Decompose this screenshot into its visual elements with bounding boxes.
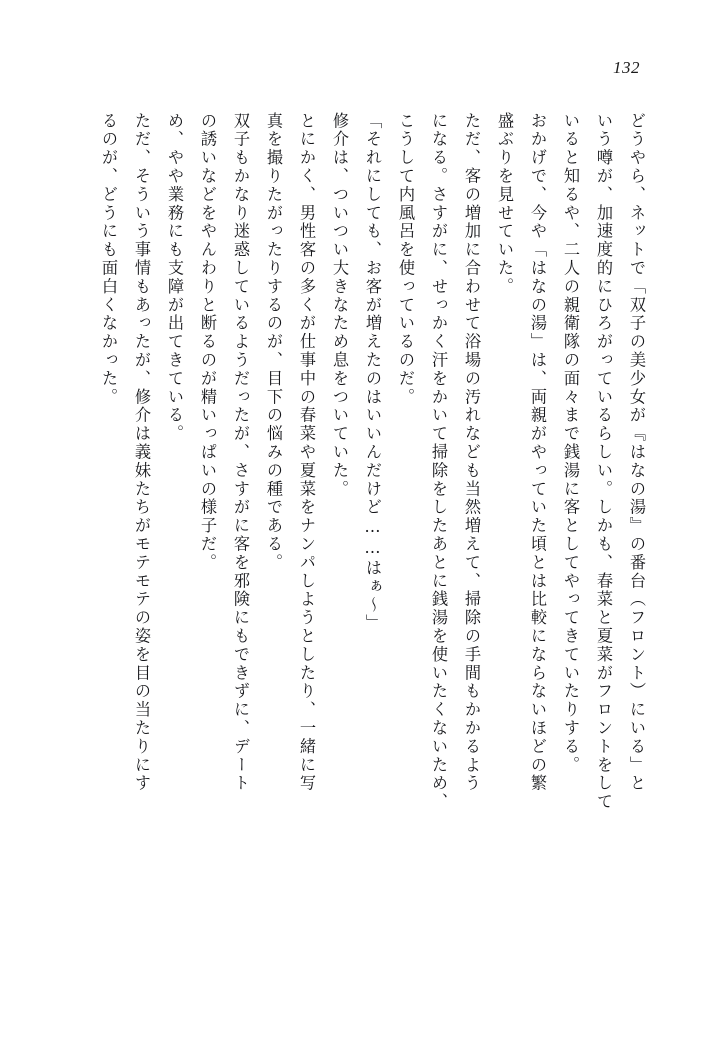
text-line: おかげで、今や「はなの湯」は、両親がやっていた頃とは比較にならないほどの繁 xyxy=(528,112,547,793)
text-line: め、やや業務にも支障が出てきている。 xyxy=(165,112,184,444)
text-line: 盛ぶりを見せていた。 xyxy=(495,112,514,296)
text-line: になる。さすがに、せっかく汗をかいて掃除をしたあとに銭湯を使いたくないため、 xyxy=(429,112,448,812)
text-line: とにかく、男性客の多くが仕事中の春菜や夏菜をナンパしようとしたり、一緒に写 xyxy=(297,112,316,793)
text-line: るのが、どうにも面白くなかった。 xyxy=(99,112,118,407)
text-line: ただ、そういう事情もあったが、修介は義妹たちがモテモテの姿を目の当たりにす xyxy=(132,112,151,793)
text-line: 双子もかなり迷惑しているようだったが、さすがに客を邪険にもできずに、デート xyxy=(231,112,250,793)
text-line: ただ、客の増加に合わせて浴場の汚れなども当然増えて、掃除の手間もかかるよう xyxy=(462,112,481,793)
text-line: 真を撮りたがったりするのが、目下の悩みの種である。 xyxy=(264,112,283,572)
text-line: どうやら、ネットで「双子の美少女が『はなの湯』の番台（フロント）にいる」と xyxy=(627,112,646,793)
vertical-text-body xyxy=(74,112,644,992)
text-line: 「それにしても、お客が増えたのはいいんだけど……はぁ～」 xyxy=(363,112,382,633)
text-line: の誘いなどをやんわりと断るのが精いっぱいの様子だ。 xyxy=(198,112,217,572)
text-line: いう噂が、加速度的にひろがっているらしい。しかも、春菜と夏菜がフロントをして xyxy=(594,112,613,812)
text-line: いると知るや、二人の親衛隊の面々まで銭湯に客としてやってきていたりする。 xyxy=(561,112,580,775)
text-line: こうして内風呂を使っているのだ。 xyxy=(396,112,415,407)
text-line: 修介は、ついつい大きなため息をついていた。 xyxy=(330,112,349,499)
page-number: 132 xyxy=(613,58,640,77)
